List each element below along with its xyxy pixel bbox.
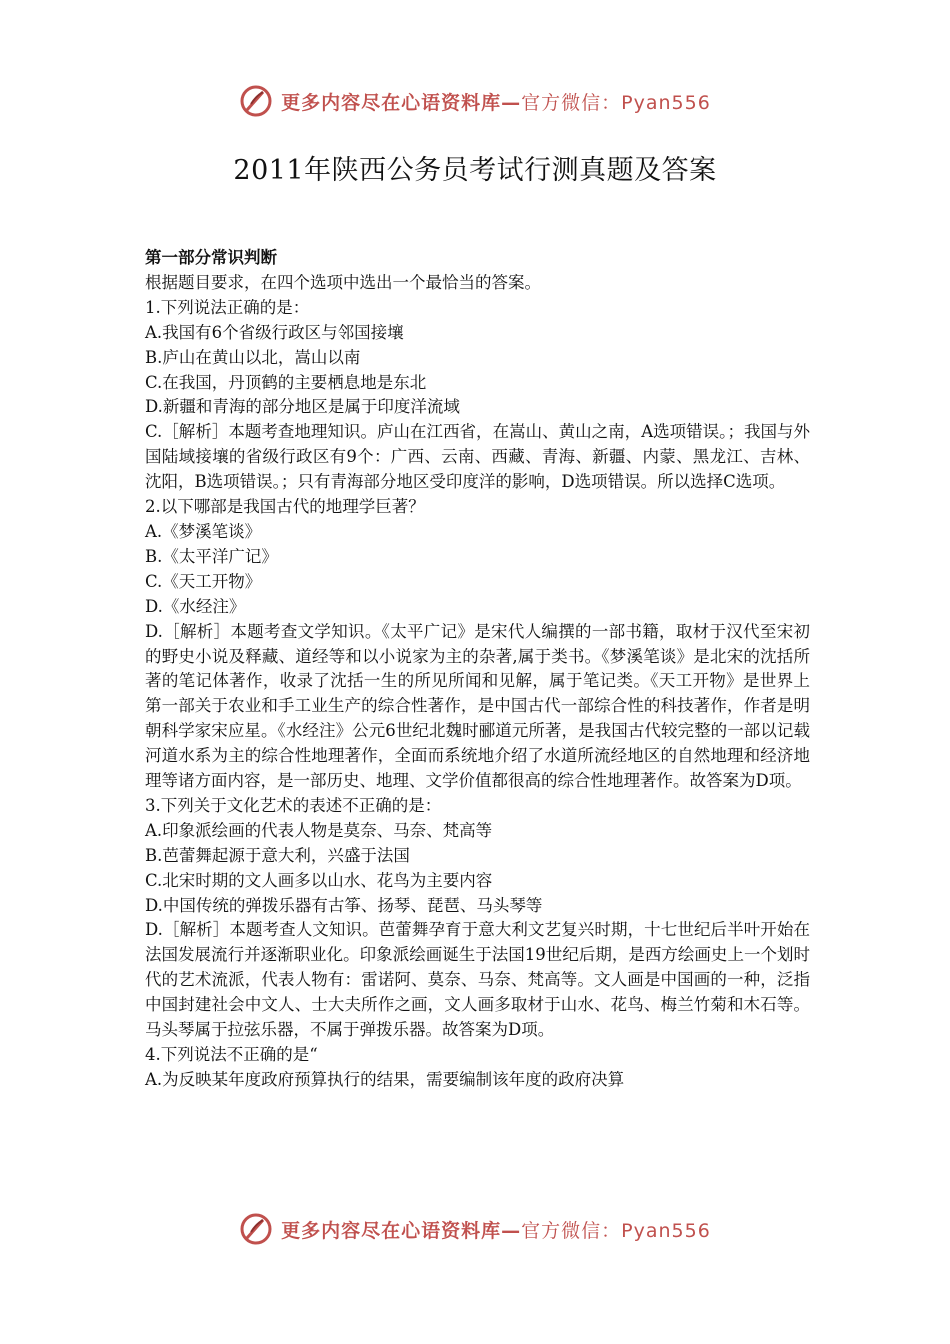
logo-icon xyxy=(239,1212,273,1246)
page-title: 2011年陕西公务员考试行测真题及答案 xyxy=(233,155,717,186)
q3-option-b: B.芭蕾舞起源于意大利，兴盛于法国 xyxy=(145,845,410,865)
banner-site: 更多内容尽在心语资料库 xyxy=(281,1219,502,1242)
q2-option-a: A.《梦溪笔谈》 xyxy=(145,521,262,541)
logo-icon xyxy=(239,84,273,118)
section-heading: 第一部分常识判断 xyxy=(145,248,277,267)
q2-option-d: D.《水经注》 xyxy=(145,596,246,616)
banner-text xyxy=(281,88,711,115)
q3-stem: 3.下列关于文化艺术的表述不正确的是： xyxy=(145,795,442,815)
banner-wechat: 官方微信：Pyan556 xyxy=(521,91,711,114)
q2-stem: 2.以下哪部是我国古代的地理学巨著？ xyxy=(145,497,425,517)
banner-wechat: 官方微信：Pyan556 xyxy=(521,1219,711,1242)
document-body xyxy=(145,246,810,1093)
q1-stem: 1.下列说法正确的是： xyxy=(145,297,310,317)
q1-analysis: C.［解析］本题考查地理知识。庐山在江西省，在嵩山、黄山之南，A选项错误。；我国与外国陆域接壤的省级行政区有9个：广西、云南、西藏、青海、新疆、内蒙、黑龙江、吉林、沈阳，B选项错误。；只有青海部分地区受印度洋的影响，D选项错误。所以选择C选项。 xyxy=(145,422,810,492)
q1-option-b: B.庐山在黄山以北，嵩山以南 xyxy=(145,347,361,367)
q1-option-c: C.在我国，丹顶鹤的主要栖息地是东北 xyxy=(145,372,427,392)
q3-option-d: D.中国传统的弹拨乐器有古筝、扬琴、琵琶、马头琴等 xyxy=(145,895,543,915)
banner-site: 更多内容尽在心语资料库 xyxy=(281,91,502,114)
q4-stem: 4.下列说法不正确的是“ xyxy=(145,1045,318,1064)
q4-option-a: A.为反映某年度政府预算执行的结果，需要编制该年度的政府决算 xyxy=(145,1069,625,1089)
banner-text xyxy=(281,1216,711,1243)
q3-option-a: A.印象派绘画的代表人物是莫奈、马奈、梵高等 xyxy=(145,820,493,840)
q1-option-a: A.我国有6个省级行政区与邻国接壤 xyxy=(145,322,404,342)
q1-option-d: D.新疆和青海的部分地区是属于印度洋流域 xyxy=(145,397,460,417)
section-instruction: 根据题目要求，在四个选项中选出一个最恰当的答案。 xyxy=(145,272,541,292)
header-banner xyxy=(0,84,950,118)
q2-option-c: C.《天工开物》 xyxy=(145,571,262,591)
banner-dash: — xyxy=(501,1219,522,1242)
banner-dash: — xyxy=(501,91,522,114)
footer-banner xyxy=(0,1212,950,1246)
q2-analysis: D.［解析］本题考查文学知识。《太平广记》是宋代人编撰的一部书籍，取材于汉代至宋初的野史小说及释藏、道经等和以小说家为主的杂著,属于类书。《梦溪笔谈》是北宋的沈括所著的笔记体著作，收录了沈括一生的所见所闻和见解，属于笔记类。《天工开物》是世界上第一部关于农业和手工业生产的综合性著作，是中国古代一部综合性的科技著作，作者是明朝科学家宋应星。《水经注》公元6世纪北魏时郦道元所著，是我国古代较完整的一部以记载河道水系为主的综合性地理著作，全面而系统地介绍了水道所流经地区的自然地理和经济地理等诸方面内容，是一部历史、地理、文学价值都很高的综合性地理著作。故答案为D项。 xyxy=(145,621,810,791)
q3-analysis: D.［解析］本题考查人文知识。芭蕾舞孕育于意大利文艺复兴时期，十七世纪后半叶开始在法国发展流行并逐渐职业化。印象派绘画诞生于法国19世纪后期，是西方绘画史上一个划时代的艺术流派，代表人物有：雷诺阿、莫奈、马奈、梵高等。文人画是中国画的一种，泛指中国封建社会中文人、士大夫所作之画，文人画多取材于山水、花鸟、梅兰竹菊和木石等。马头琴属于拉弦乐器，不属于弹拨乐器。故答案为D项。 xyxy=(145,920,810,1040)
q2-option-b: B.《太平洋广记》 xyxy=(145,546,278,566)
q3-option-c: C.北宋时期的文人画多以山水、花鸟为主要内容 xyxy=(145,870,493,890)
